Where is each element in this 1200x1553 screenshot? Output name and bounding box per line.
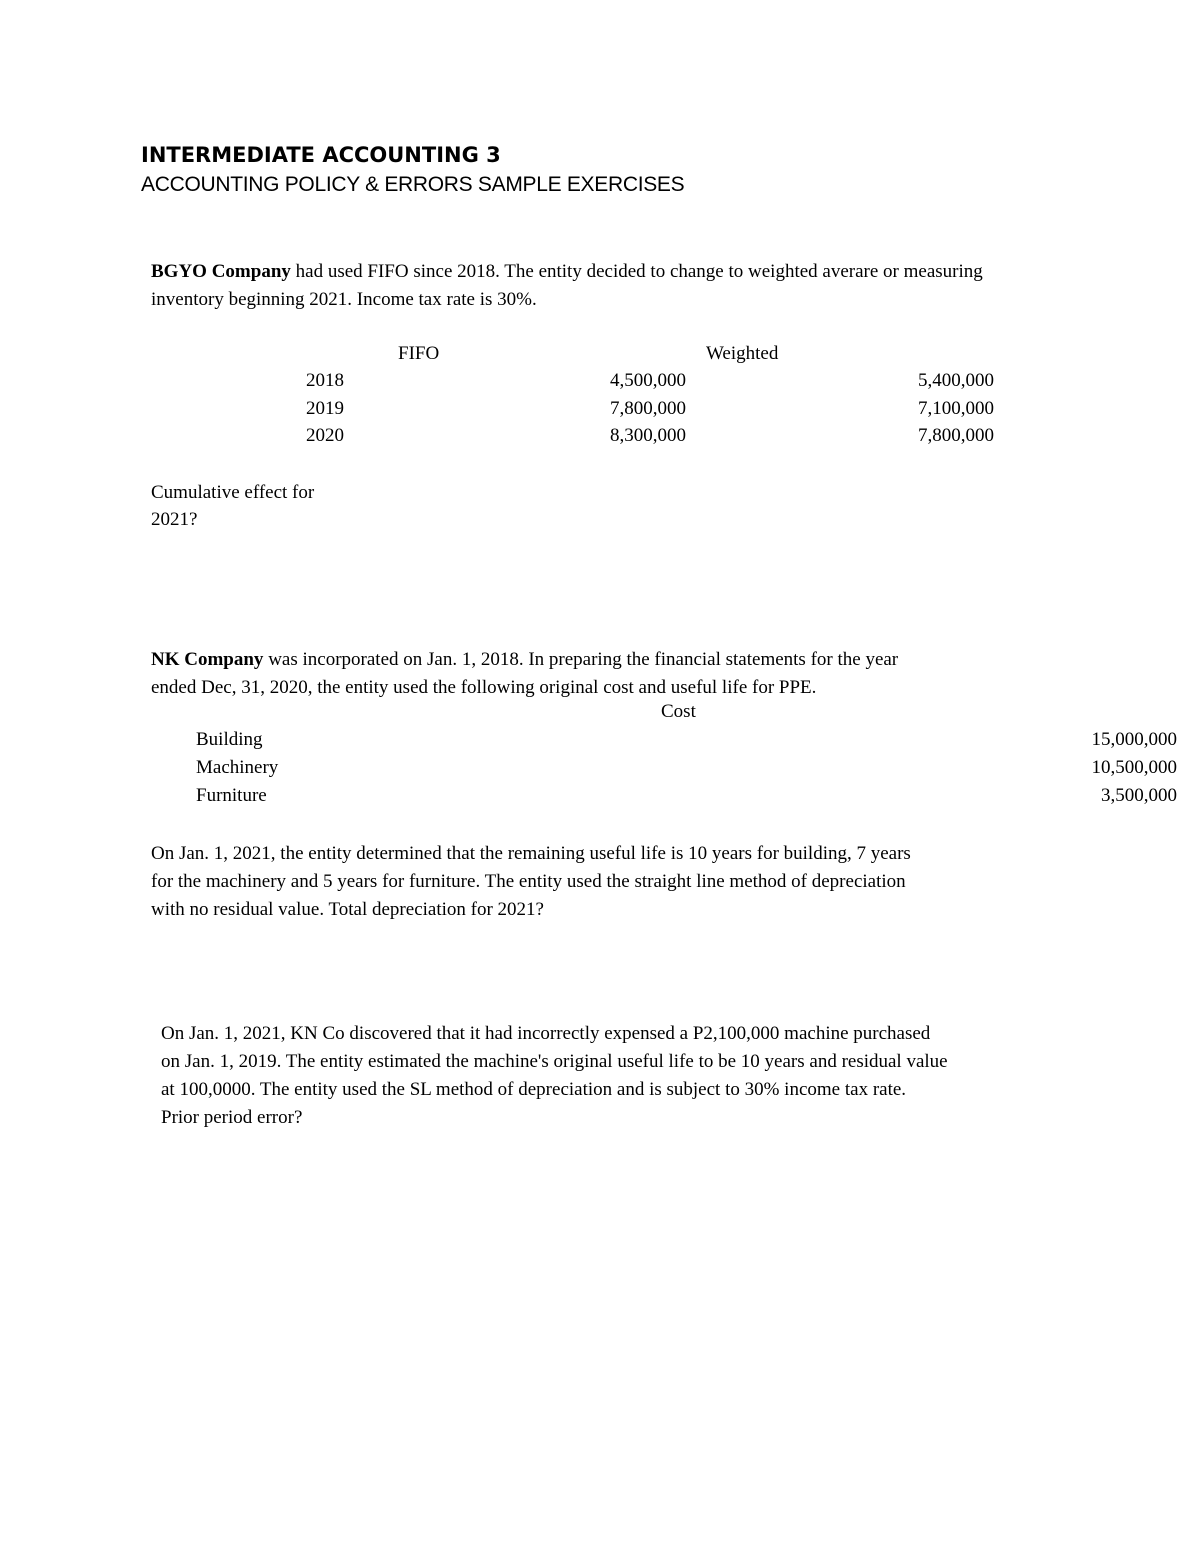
asset-cost: 10,500,000 (1091, 757, 1177, 778)
table-row-fifo: 7,800,000 (610, 398, 686, 419)
exercise2-intro-line2: ended Dec, 31, 2020, the entity used the following original cost and useful life for PPE. (151, 677, 817, 698)
exercise3-line4: Prior period error? (161, 1107, 303, 1128)
exercise2-question-line2: for the machinery and 5 years for furniture. The entity used the straight line method of depreciation (151, 871, 906, 892)
asset-cost: 3,500,000 (1101, 785, 1177, 806)
table-row-weighted: 7,800,000 (918, 425, 994, 446)
exercise1-intro-line1-text: had used FIFO since 2018. The entity decided to change to weighted averare or measuring (290, 261, 983, 282)
asset-cost: 15,000,000 (1091, 729, 1177, 750)
exercise2-company: NK Company (151, 649, 264, 670)
exercise1-company: BGYO Company (151, 261, 291, 282)
exercise1-question-line1: Cumulative effect for (151, 482, 315, 503)
asset-name: Building (196, 729, 263, 750)
table-header-fifo: FIFO (398, 343, 440, 364)
exercise2-question-line3: with no residual value. Total depreciation for 2021? (151, 899, 544, 920)
cost-column-header: Cost (661, 701, 696, 722)
table-row-year: 2018 (306, 370, 344, 391)
table-row-weighted: 5,400,000 (918, 370, 994, 391)
asset-name: Machinery (196, 757, 279, 778)
exercise1-intro (151, 258, 983, 314)
table-row-year: 2020 (306, 425, 344, 446)
exercise3-question (161, 1020, 948, 1132)
exercise2-intro (151, 646, 898, 702)
table-row-fifo: 4,500,000 (610, 370, 686, 391)
exercise1-question-line2: 2021? (151, 509, 198, 530)
page-subtitle: ACCOUNTING POLICY & ERRORS SAMPLE EXERCISES (141, 173, 685, 196)
exercise2-question-line1: On Jan. 1, 2021, the entity determined that the remaining useful life is 10 years for building, 7 years (151, 843, 911, 864)
exercise3-line2: on Jan. 1, 2019. The entity estimated the machine's original useful life to be 10 years and residual value (161, 1051, 948, 1072)
exercise3-line1: On Jan. 1, 2021, KN Co discovered that it had incorrectly expensed a P2,100,000 machine purchased (161, 1023, 931, 1044)
exercise1-intro-line2: inventory beginning 2021. Income tax rate is 30%. (151, 289, 537, 310)
table-header-weighted: Weighted (706, 343, 779, 364)
exercise1-intro-line1 (151, 258, 983, 286)
exercise1-question (151, 479, 314, 533)
table-row-weighted: 7,100,000 (918, 398, 994, 419)
asset-name: Furniture (196, 785, 267, 806)
exercise2-intro-line1-text: was incorporated on Jan. 1, 2018. In preparing the financial statements for the year (263, 649, 899, 670)
exercise2-question (151, 840, 911, 924)
page-title: INTERMEDIATE ACCOUNTING 3 (141, 143, 501, 167)
exercise3-line3: at 100,0000. The entity used the SL method of depreciation and is subject to 30% income tax rate. (161, 1079, 907, 1100)
exercise2-intro-line1 (151, 646, 898, 674)
table-row-fifo: 8,300,000 (610, 425, 686, 446)
table-row-year: 2019 (306, 398, 344, 419)
